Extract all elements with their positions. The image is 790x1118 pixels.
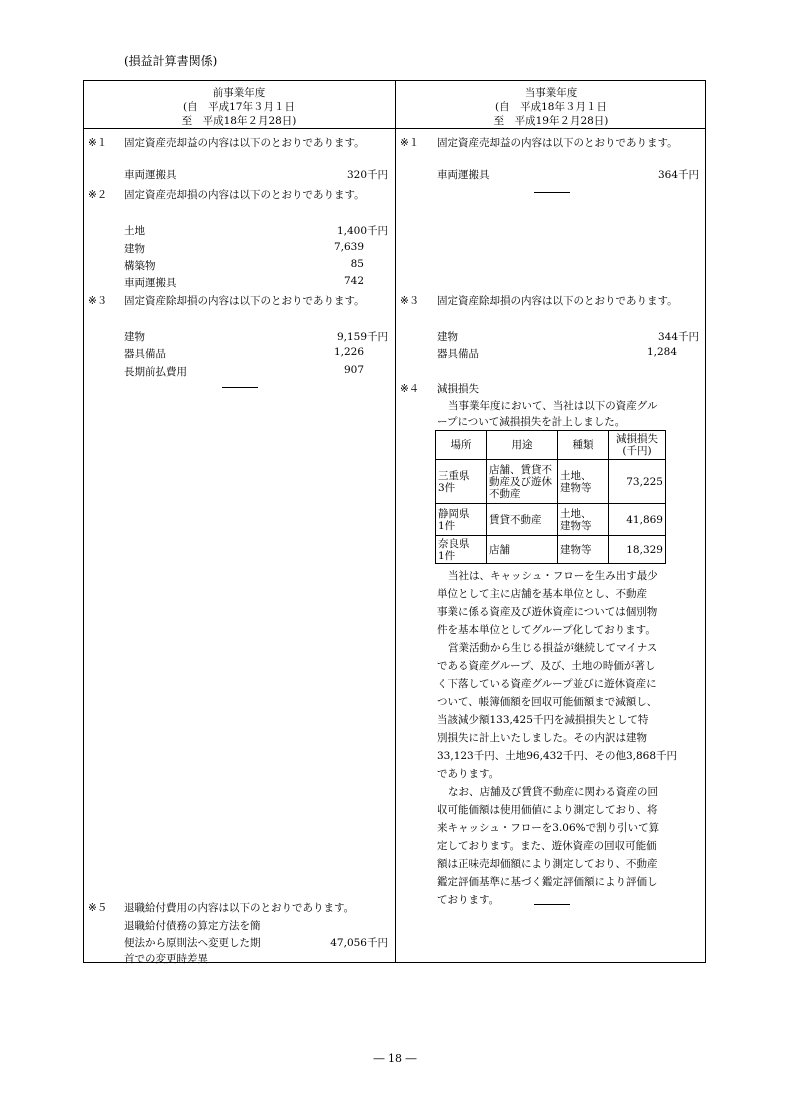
curr-note4-body-line: 定しております。また、遊休資産の回収可能価 <box>437 840 657 852</box>
prev-note3-item-value: 907 <box>343 364 364 376</box>
table-cell: 店舗、賃貸不 動産及び遊休 不動産 <box>487 460 558 504</box>
prev-year-header <box>83 86 395 128</box>
table-cell: 土地、 建物等 <box>558 504 609 536</box>
prev-note2-item-value: 1,400千円 <box>336 225 388 237</box>
curr-note3-mark: ※３ <box>400 295 420 307</box>
prev-note2-mark: ※２ <box>88 189 108 201</box>
curr-note4-body-line: 33,123千円、土地96,432千円、その他3,868千円 <box>437 750 678 762</box>
curr-dash-divider <box>534 192 570 193</box>
prev-note3-item-value: 9,159千円 <box>336 331 388 343</box>
table-row <box>436 504 666 536</box>
prev-note5-mark: ※５ <box>88 902 108 914</box>
table-row <box>436 460 666 504</box>
prev-note3-item-label: 長期前払費用 <box>124 366 187 378</box>
curr-note4-body-line: ついて、帳簿価額を回収可能価額まで減額し、 <box>437 696 658 708</box>
curr-header-to: 至 平成19年２月28日) <box>493 115 609 127</box>
curr-note4-body-line: 別損失に計上いたしました。その内訳は建物 <box>437 732 647 744</box>
curr-note4-body-line: 単位として主に店舗を基本単位とし、不動産 <box>437 588 647 600</box>
curr-note3-item-label: 建物 <box>437 331 458 343</box>
curr-note4-body-line: なお、店舗及び賃貸不動産に関わる資産の回 <box>448 786 658 798</box>
prev-note2-item-label: 土地 <box>124 225 145 237</box>
table-cell: 18,329 <box>609 536 666 564</box>
curr-note1-item-label: 車両運搬具 <box>437 169 490 181</box>
curr-dash-divider <box>534 904 570 905</box>
prev-note2-title: 固定資産売却損の内容は以下のとおりであります。 <box>124 189 365 201</box>
prev-note1-item-value: 320千円 <box>346 169 388 181</box>
table-header-cell: 用途 <box>487 431 558 460</box>
prev-note2-item-value: 85 <box>350 258 364 270</box>
table-row <box>436 536 666 564</box>
prev-note2-item-value: 742 <box>343 275 364 287</box>
prev-note1-item-label: 車両運搬具 <box>124 169 177 181</box>
section-title: (損益計算書関係) <box>124 54 218 68</box>
curr-note1-item-value: 364千円 <box>657 169 699 181</box>
curr-note1-title: 固定資産売却益の内容は以下のとおりであります。 <box>437 137 678 149</box>
curr-note4-body-line: である資産グループ、及び、土地の時価が著し <box>437 660 656 672</box>
prev-note1-mark: ※１ <box>88 137 108 149</box>
table-cell: 奈良県 1件 <box>436 536 487 564</box>
prev-note3-title: 固定資産除却損の内容は以下のとおりであります。 <box>124 295 365 307</box>
curr-note4-body-line: 当社は、キャッシュ・フローを生み出す最少 <box>448 570 658 582</box>
curr-note4-body-line: く下落している資産グループ並びに遊休資産に <box>437 678 657 690</box>
curr-note4-body-line: であります。 <box>437 768 500 780</box>
prev-note2-item-label: 構築物 <box>124 260 156 272</box>
prev-dash-divider <box>222 387 258 388</box>
table-cell: 静岡県 1件 <box>436 504 487 536</box>
curr-note4-body-line: 収可能価額は使用価値により測定しており、将 <box>437 804 658 816</box>
table-header-cell: 種類 <box>558 431 609 460</box>
prev-note5-value: 47,056千円 <box>330 937 388 949</box>
table-cell: 73,225 <box>609 460 666 504</box>
table-cell: 賃貸不動産 <box>487 504 558 536</box>
prev-note2-item-value: 7,639 <box>333 241 364 253</box>
curr-note4-body-line: 当該減少額133,425千円を減損損失として特 <box>437 714 649 726</box>
curr-note4-body-line: 額は正味売却価額により測定しており、不動産 <box>437 858 658 870</box>
prev-note3-mark: ※３ <box>88 295 108 307</box>
table-header-cell: 減損損失 (千円) <box>609 431 666 460</box>
column-divider <box>395 80 396 963</box>
impairment-table <box>435 430 666 564</box>
curr-note4-body-line: 営業活動から生じる損益が継続してマイナス <box>448 642 658 654</box>
curr-note1-mark: ※１ <box>400 137 420 149</box>
curr-note3-title: 固定資産除却損の内容は以下のとおりであります。 <box>437 295 678 307</box>
curr-year-header <box>396 86 706 128</box>
curr-note4-intro: 当事業年度において、当社は以下の資産グル <box>448 400 658 412</box>
curr-note4-body-line: 件を基本単位としてグループ化しております。 <box>437 624 656 636</box>
prev-note2-item-label: 建物 <box>124 243 145 255</box>
curr-note4-body-line: 来キャッシュ・フローを3.06%で割り引いて算 <box>437 822 660 834</box>
prev-header-from: (自 平成17年３月１日 <box>183 101 295 113</box>
curr-note4-title: 減損損失 <box>437 383 479 395</box>
page-number: ― 18 ― <box>373 1052 417 1065</box>
prev-note5-line: 退職給付債務の算定方法を簡 <box>124 920 261 932</box>
prev-note5-title: 退職給付費用の内容は以下のとおりであります。 <box>124 902 355 914</box>
table-cell: 建物等 <box>558 536 609 564</box>
prev-note5-line: 首での変更時差異 <box>124 953 208 965</box>
curr-note3-item-value: 1,284 <box>646 346 677 358</box>
prev-header-label: 前事業年度 <box>212 87 266 99</box>
curr-note4-body-line: 事業に係る資産及び遊休資産については個別物 <box>437 606 658 618</box>
table-cell: 41,869 <box>609 504 666 536</box>
prev-note1-title: 固定資産売却益の内容は以下のとおりであります。 <box>124 137 365 149</box>
curr-note4-mark: ※４ <box>400 383 420 395</box>
prev-note3-item-label: 建物 <box>124 331 145 343</box>
table-header-cell: 場所 <box>436 431 487 460</box>
curr-note4-intro: ープについて減損損失を計上しました。 <box>437 416 626 428</box>
header-divider <box>83 128 706 129</box>
curr-header-from: (自 平成18年３月１日 <box>495 101 607 113</box>
curr-note4-body-line: ております。 <box>437 894 500 906</box>
prev-note2-item-label: 車両運搬具 <box>124 277 177 289</box>
prev-header-to: 至 平成18年２月28日) <box>181 115 297 127</box>
table-cell: 土地、 建物等 <box>558 460 609 504</box>
curr-header-label: 当事業年度 <box>524 87 578 99</box>
table-cell: 三重県 3件 <box>436 460 487 504</box>
curr-note3-item-value: 344千円 <box>657 331 699 343</box>
prev-note5-line: 便法から原則法へ変更した期 <box>124 937 261 949</box>
prev-note3-item-label: 器具備品 <box>124 348 166 360</box>
table-cell: 店舗 <box>487 536 558 564</box>
table-header-row <box>436 431 666 460</box>
curr-note4-body-line: 鑑定評価基準に基づく鑑定評価額により評価し <box>437 876 658 888</box>
curr-note3-item-label: 器具備品 <box>437 348 479 360</box>
prev-note3-item-value: 1,226 <box>333 346 364 358</box>
